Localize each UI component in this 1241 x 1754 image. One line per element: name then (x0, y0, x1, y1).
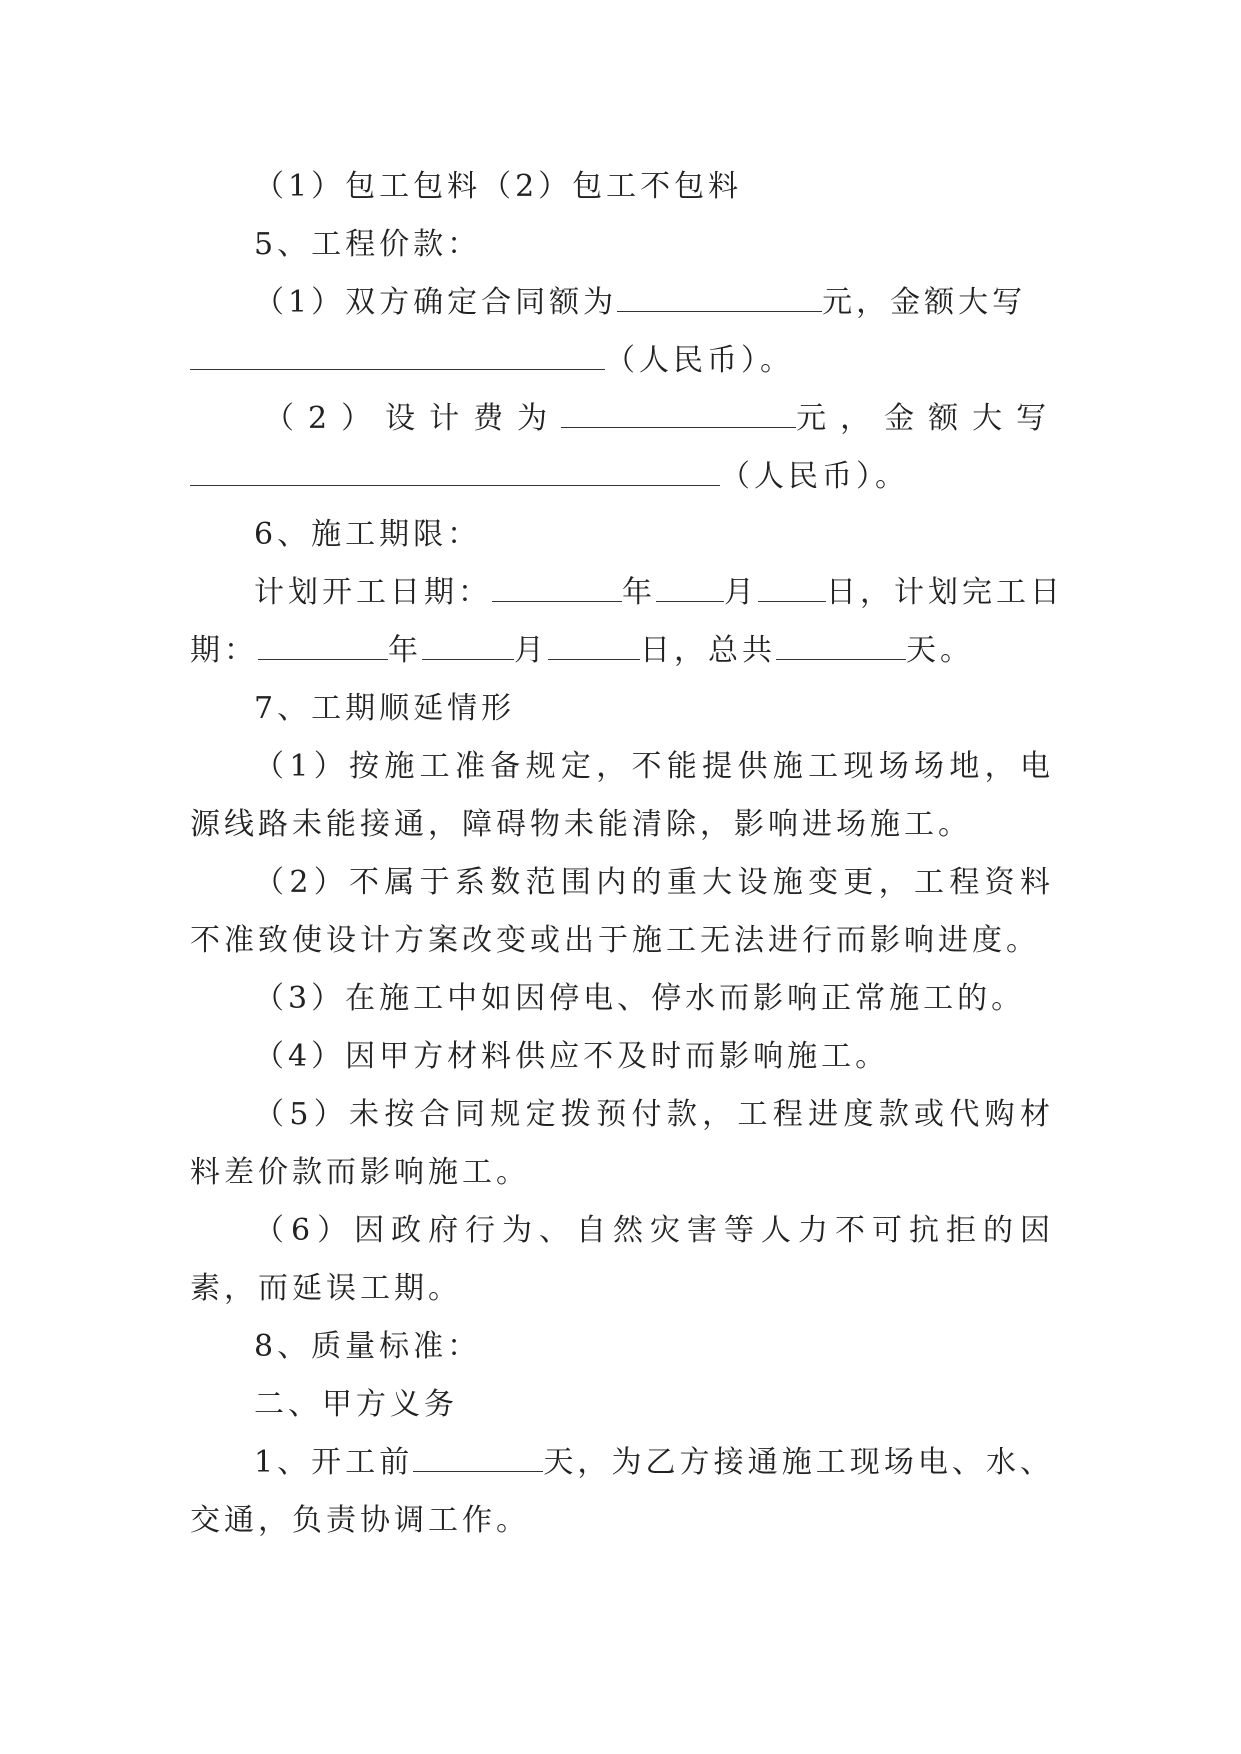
design-fee-blank[interactable] (561, 399, 796, 428)
text: （人民币）。 (605, 343, 794, 378)
text: 计划开工日期： (254, 575, 492, 610)
item-text: （6）因政府行为、自然灾害等人力不可抗拒的因素，而延误工期。 (190, 1213, 1054, 1306)
contract-type-options (190, 158, 1054, 216)
heading-text: 5、工程价款： (254, 227, 482, 262)
extension-item-5 (190, 1086, 1054, 1202)
section-heading-party-a-duties (190, 1376, 1054, 1434)
item-text: （1）按施工准备规定，不能提供施工现场场地，电源线路未能接通，障碍物未能清除，影响进场施工。 (190, 749, 1054, 842)
text: 天。 (906, 633, 974, 668)
heading-text: 二、甲方义务 (254, 1387, 458, 1422)
party-a-duty-1 (190, 1434, 1054, 1550)
end-day-blank[interactable] (548, 631, 640, 660)
days-before-start-blank[interactable] (413, 1443, 543, 1472)
start-month-blank[interactable] (656, 573, 724, 602)
item-text: （3）在施工中如因停电、停水而影响正常施工的。 (254, 981, 1026, 1016)
text: 年 (388, 633, 422, 668)
contract-amount-line (190, 274, 1054, 332)
extension-item-3 (190, 970, 1054, 1028)
end-month-blank[interactable] (422, 631, 514, 660)
text: 月 (514, 633, 548, 668)
text: 天，为乙方接通施工现场电、水、交通，负责协调工作。 (190, 1445, 1055, 1538)
item-text: （4）因甲方材料供应不及时而影响施工。 (254, 1039, 890, 1074)
text: 年 (622, 575, 656, 610)
extension-item-6 (190, 1202, 1054, 1318)
start-day-blank[interactable] (758, 573, 826, 602)
design-fee-line (190, 390, 1061, 448)
heading-text: 8、质量标准： (254, 1329, 482, 1364)
design-fee-words-blank[interactable] (190, 457, 720, 486)
extension-item-4 (190, 1028, 1054, 1086)
amount-words-blank[interactable] (190, 341, 605, 370)
section-heading-price (190, 216, 1054, 274)
text: 月 (724, 575, 758, 610)
design-fee-words-line (190, 448, 1054, 506)
planned-end-line (190, 622, 1054, 680)
total-days-blank[interactable] (776, 631, 906, 660)
section-heading-period (190, 506, 1054, 564)
text: 日，计划完工日 (826, 575, 1064, 610)
extension-item-2 (190, 854, 1054, 970)
document-body (190, 158, 1064, 1550)
extension-item-1 (190, 738, 1054, 854)
heading-text: 6、施工期限： (254, 517, 482, 552)
start-year-blank[interactable] (492, 573, 622, 602)
item-text: （5）未按合同规定拨预付款，工程进度款或代购材料差价款而影响施工。 (190, 1097, 1054, 1190)
item-text: （2）不属于系数范围内的重大设施变更，工程资料不准致使设计方案改变或出于施工无法进行而影响进度。 (190, 865, 1054, 958)
amount-blank[interactable] (617, 283, 822, 312)
text: （人民币）。 (720, 459, 909, 494)
contract-amount-words-line (190, 332, 1054, 390)
text: 1、开工前 (254, 1445, 414, 1480)
text: 日，总共 (640, 633, 776, 668)
text: （2）设计费为 (264, 401, 562, 436)
heading-text: 7、工期顺延情形 (254, 691, 516, 726)
options-text: （1）包工包料（2）包工不包料 (254, 169, 743, 204)
text: 元，金额大写 (796, 401, 1061, 436)
text: （1）双方确定合同额为 (254, 285, 618, 320)
section-heading-quality (190, 1318, 1054, 1376)
section-heading-extension (190, 680, 1054, 738)
text: 元，金额大写 (822, 285, 1027, 320)
end-year-blank[interactable] (258, 631, 388, 660)
text: 期： (190, 633, 258, 668)
planned-start-line (190, 564, 1064, 622)
